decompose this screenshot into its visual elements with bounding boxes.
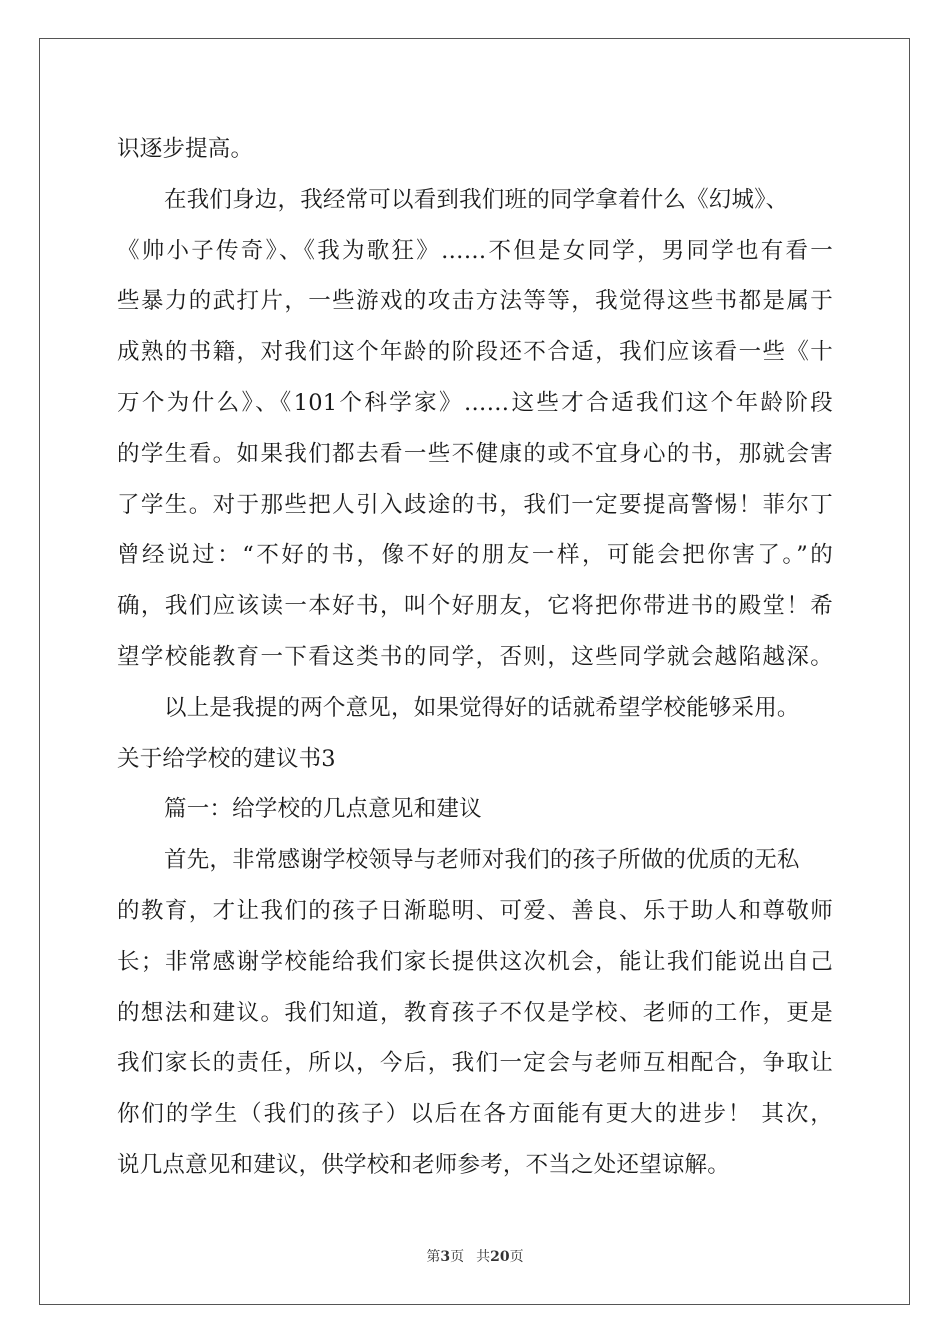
text-line: 识逐步提高。 xyxy=(117,136,254,162)
total-suffix: 页 xyxy=(509,1249,524,1265)
section-heading: 关于给学校的建议书3 xyxy=(117,745,336,772)
document-body xyxy=(117,124,833,1191)
page-prefix: 第 xyxy=(426,1249,441,1265)
text-line: 长；非常感谢学校能给我们家长提供这次机会，能让我们能说出自己 xyxy=(117,948,833,975)
text-line: 望学校能教育一下看这类书的同学，否则，这些同学就会越陷越深。 xyxy=(117,643,833,670)
text-line: 万个为什么》、《101个科学家》……这些才合适我们这个年龄阶段 xyxy=(117,389,833,416)
total-prefix: 共 xyxy=(476,1249,491,1265)
text-line: 我们家长的责任，所以，今后，我们一定会与老师互相配合，争取让 xyxy=(117,1050,833,1077)
page-footer xyxy=(0,1246,950,1266)
paragraph-start-line: 首先，非常感谢学校领导与老师对我们的孩子所做的优质的无私 xyxy=(164,847,800,874)
text-line: 说几点意见和建议，供学校和老师参考，不当之处还望谅解。 xyxy=(117,1151,730,1178)
text-line: 的想法和建议。我们知道，教育孩子不仅是学校、老师的工作，更是 xyxy=(117,999,833,1026)
text-line: 曾经说过：“不好的书，像不好的朋友一样，可能会把你害了。”的 xyxy=(117,542,833,569)
article-heading: 篇一：给学校的几点意见和建议 xyxy=(164,796,482,823)
text-line: 成熟的书籍，对我们这个年龄的阶段还不合适，我们应该看一些《十 xyxy=(117,339,833,366)
text-line: 的学生看。如果我们都去看一些不健康的或不宜身心的书，那就会害 xyxy=(117,440,833,467)
total-page-count: 20 xyxy=(490,1249,510,1265)
page-suffix: 页 xyxy=(450,1249,465,1265)
text-line: 你们的学生（我们的孩子）以后在各方面能有更大的进步！ 其次， xyxy=(117,1101,833,1128)
paragraph-start-line: 在我们身边，我经常可以看到我们班的同学拿着什么《幻城》、 xyxy=(164,186,789,213)
text-line: 了学生。对于那些把人引入歧途的书，我们一定要提高警惕！菲尔丁 xyxy=(117,491,833,518)
paragraph-start-line: 以上是我提的两个意见，如果觉得好的话就希望学校能够采用。 xyxy=(164,694,800,721)
text-line: 《帅小子传奇》、《我为歌狂》……不但是女同学，男同学也有看一 xyxy=(117,237,833,264)
text-line: 确，我们应该读一本好书，叫个好朋友，它将把你带进书的殿堂！希 xyxy=(117,593,833,620)
text-line: 的教育，才让我们的孩子日渐聪明、可爱、善良、乐于助人和尊敬师 xyxy=(117,897,833,924)
current-page-number: 3 xyxy=(440,1249,451,1265)
text-line: 些暴力的武打片，一些游戏的攻击方法等等，我觉得这些书都是属于 xyxy=(117,288,833,315)
